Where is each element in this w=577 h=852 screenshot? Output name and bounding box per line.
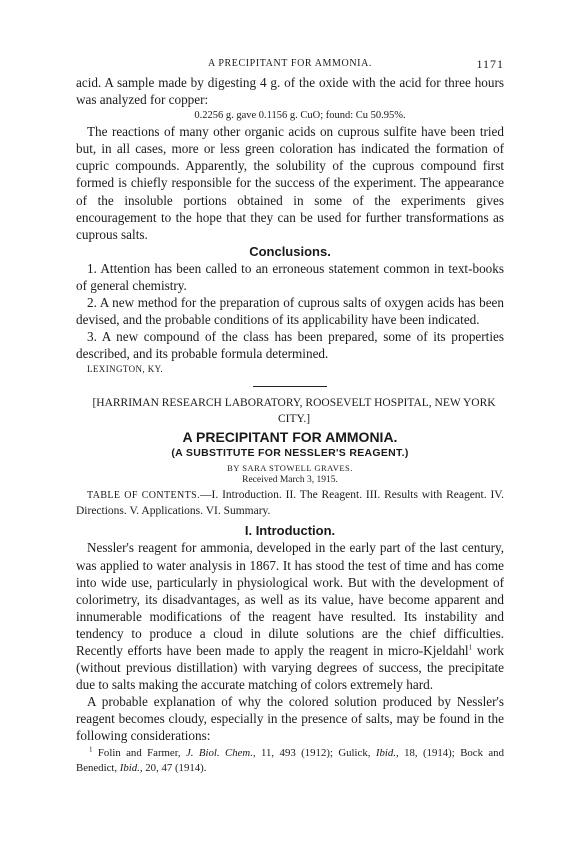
location-line: LEXINGTON, KY. (87, 364, 164, 375)
table-of-contents (76, 488, 504, 519)
intro-paragraph (76, 539, 504, 693)
intro-text: Nessler's reagent for ammonia, developed in the early part of the last century, was applied to water analysis in 1867. It has stood the test of time and has come into wide use, particularly in physiological work. But with the development of colorimetry, its disadvantages, as well as its value, have become apparent and innumerable modifications of the reagent have resulted. Its instability and tendency to produce a cloud in dilute solutions are the chief difficulties. Recently efforts have been made to apply the reagent in micro-Kjeldahl (76, 540, 504, 658)
analysis-equation: 0.2256 g. gave 0.1156 g. CuO; found: Cu 50.95%. (194, 110, 406, 122)
journal-name: J. Biol. Chem. (186, 746, 253, 759)
footnote-ref: 1 (468, 643, 473, 652)
footnote-text: , 11, 493 (1912); Gulick, (252, 746, 376, 759)
footnote-text: Folin and Farmer, (97, 746, 187, 759)
toc-text: —I. Introduction. II. The Reagent. III. Results with Reagent. IV. Directions. V. Applications. VI. Summary. (76, 489, 504, 517)
page-number: 1171 (476, 57, 504, 71)
intro-text: work (without previous distillation) with varying degrees of success, the precipitate due to salts making the accurate matching of colors extremely hard. (76, 642, 505, 693)
conclusion-item: 2. A new method for the preparation of cuprous salts of oxygen acids has been devised, and the probable conditions of its applicability have been indicated. (76, 295, 504, 328)
author-byline: BY SARA STOWELL GRAVES. (227, 463, 353, 474)
section-divider (253, 386, 327, 387)
conclusion-item: 3. A new compound of the class has been prepared, some of its properties described, and its probable formula determined. (76, 329, 504, 362)
footnote-mark: 1 (89, 744, 93, 753)
article-title: A PRECIPITANT FOR AMMONIA. (182, 429, 398, 446)
footnote-text: Bock and Benedict, (76, 746, 504, 774)
journal-name: Ibid. (119, 761, 140, 774)
journal-name: Ibid. (375, 746, 396, 759)
journal-page (76, 54, 504, 776)
footnote (76, 746, 504, 776)
affiliation: [HARRIMAN RESEARCH LABORATORY, ROOSEVELT HOSPITAL, NEW YORK CITY.] (92, 397, 496, 426)
article-subtitle: (A SUBSTITUTE FOR NESSLER'S REAGENT.) (171, 447, 409, 460)
section-heading-introduction: I. Introduction. (244, 523, 336, 539)
prev-article-paragraph: acid. A sample made by digesting 4 g. of the oxide with the acid for three hours was analyzed for copper: (76, 75, 504, 108)
prev-article-paragraph: The reactions of many other organic acids on cuprous sulfite have been tried but, in all cases, more or less green coloration has indicated the formation of cupric compounds. Apparently, the solubility of the cuprous compound first formed is chiefly responsible for the success of the experiment. The appearance of the insoluble portions obtained in some of the experiments gives encouragement to the hope that they can be used for further transformations as cuprous salts. (76, 124, 504, 242)
footnote-text: , 20, 47 (1914). (139, 761, 207, 774)
intro-paragraph: A probable explanation of why the colored solution produced by Nessler's reagent becomes cloudy, especially in the presence of salts, may be found in the following considerations: (76, 694, 504, 744)
conclusions-heading: Conclusions. (249, 243, 331, 259)
running-head-title: A PRECIPITANT FOR AMMONIA. (207, 58, 373, 69)
received-date: Received March 3, 1915. (242, 475, 338, 486)
toc-label: TABLE OF CONTENTS. (87, 490, 201, 502)
conclusion-item: 1. Attention has been called to an erroneous statement common in text-books of general chemistry. (76, 260, 504, 293)
running-head (76, 54, 504, 74)
footnote-text: , 18, (1914); (395, 746, 455, 759)
